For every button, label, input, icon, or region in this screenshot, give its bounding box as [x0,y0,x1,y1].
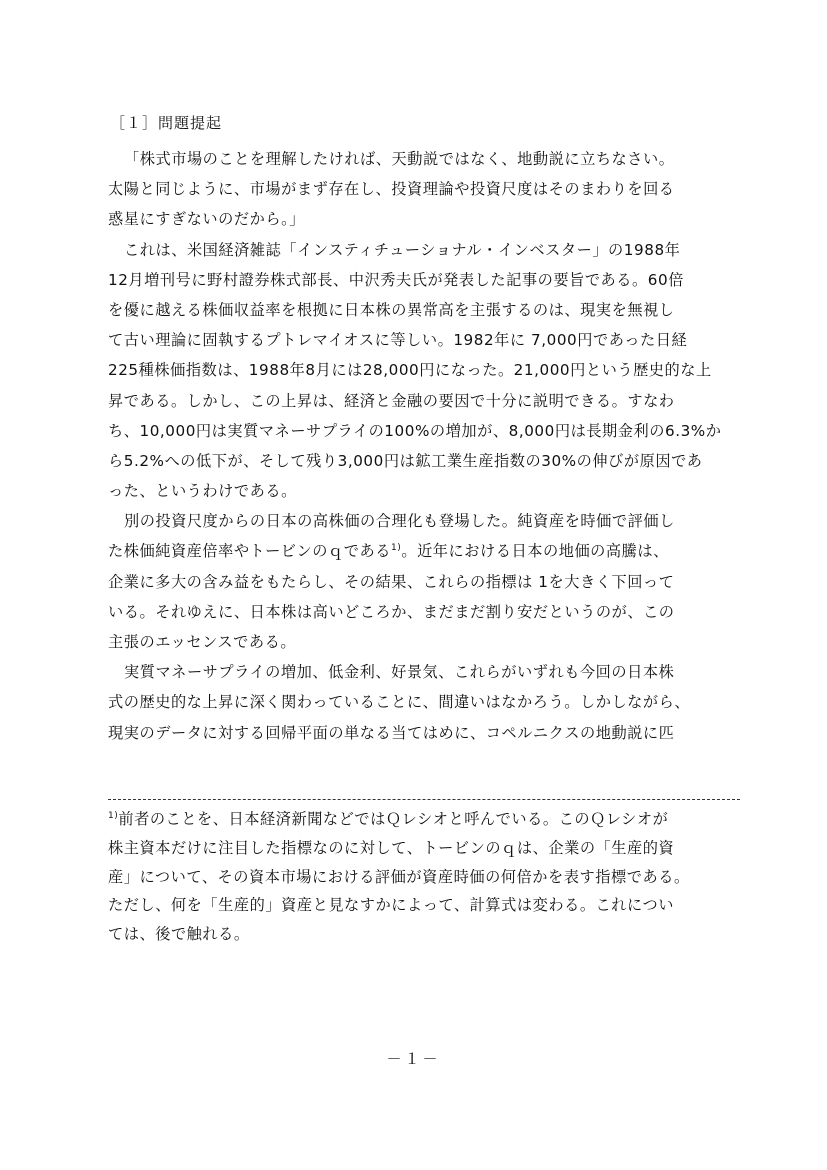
footnote-line: 株主資本だけに注目した指標なのに対して、トービンのｑは、企業の「生産的資 [108,838,675,857]
body-line: これは、米国経済雑誌「インスティチューショナル・インベスター」の1988年 [124,240,681,259]
body-line: 式の歴史的な上昇に深く関わっていることに、間違いはなかろう。しかしながら、 [108,693,691,712]
body-line: 別の投資尺度からの日本の高株価の合理化も登場した。純資産を時価で評価し [124,512,675,531]
body-line: いる。それゆえに、日本株は高いどころか、まだまだ割り安だというのが、この [108,602,675,621]
footnote-line: 産」について、その資本市場における評価が資産時価の何倍かを表す指標である。 [108,867,690,886]
body-line: 主張のエッセンスである。 [108,633,297,651]
body-line: 12月増刊号に野村證券株式部長、中沢秀夫氏が発表した記事の要旨である。60倍 [108,270,684,289]
footnote-text: 前者のことを、日本経済新聞などではＱレシオと呼んでいる。このＱレシオが [118,810,669,828]
footnote-marker: 1) [108,810,119,821]
body-line: 惑星にすぎないのだから。」 [108,210,305,229]
section-heading: ［１］問題提起 [110,114,223,132]
body-line: 「株式市場のことを理解したければ、天動説ではなく、地動説に立ちなさい。 [124,150,675,168]
footnote-line: ては、後で触れる。 [108,925,250,944]
page-number: －１－ [386,1050,441,1068]
body-line: 太陽と同じように、市場がまず存在し、投資理論や投資尺度はそのまわりを回る [108,180,675,199]
body-line: ち、10,000円は実質マネーサプライの100%の増加が、8,000円は長期金利の6.3%か [108,421,722,440]
body-line-text: 。近年における日本の地価の高騰は、 [401,542,669,561]
body-text [108,144,748,748]
body-line: 225種株価指数は、1988年8月には28,000円になった。21,000円という歴史的な上 [108,361,712,380]
footnotes [108,805,748,949]
footnote-line [108,805,748,834]
body-line: った、というわけである。 [108,482,297,501]
body-line: 実質マネーサプライの増加、低金利、好景気、これらがいずれも今回の日本株 [124,663,675,682]
body-line: 現実のデータに対する回帰平面の単なる当てはめに、コペルニクスの地動説に匹 [108,723,675,742]
body-line: 昇である。しかし、この上昇は、経済と金融の要因で十分に説明できる。すなわ [108,391,675,410]
footnote-ref: 1) [390,543,402,554]
body-line: 企業に多大の含み益をもたらし、その結果、これらの指標は 1を大きく下回って [108,572,675,591]
footnote-separator [108,799,740,800]
body-line: て古い理論に固執するプトレマイオスに等しい。1982年に 7,000円であった日経 [108,331,688,350]
body-line: ら5.2%への低下が、そして残り3,000円は鉱工業生産指数の30%の伸びが原因であ [108,451,703,470]
body-line [108,536,748,566]
footnote-line: ただし、何を「生産的」資産と見なすかによって、計算式は変わる。これについ [108,896,674,915]
body-line: を優に越える株価収益率を根拠に日本株の異常高を主張するのは、現実を無視し [108,300,675,319]
body-line-text: た株価純資産倍率やトービンのｑである [108,542,391,561]
